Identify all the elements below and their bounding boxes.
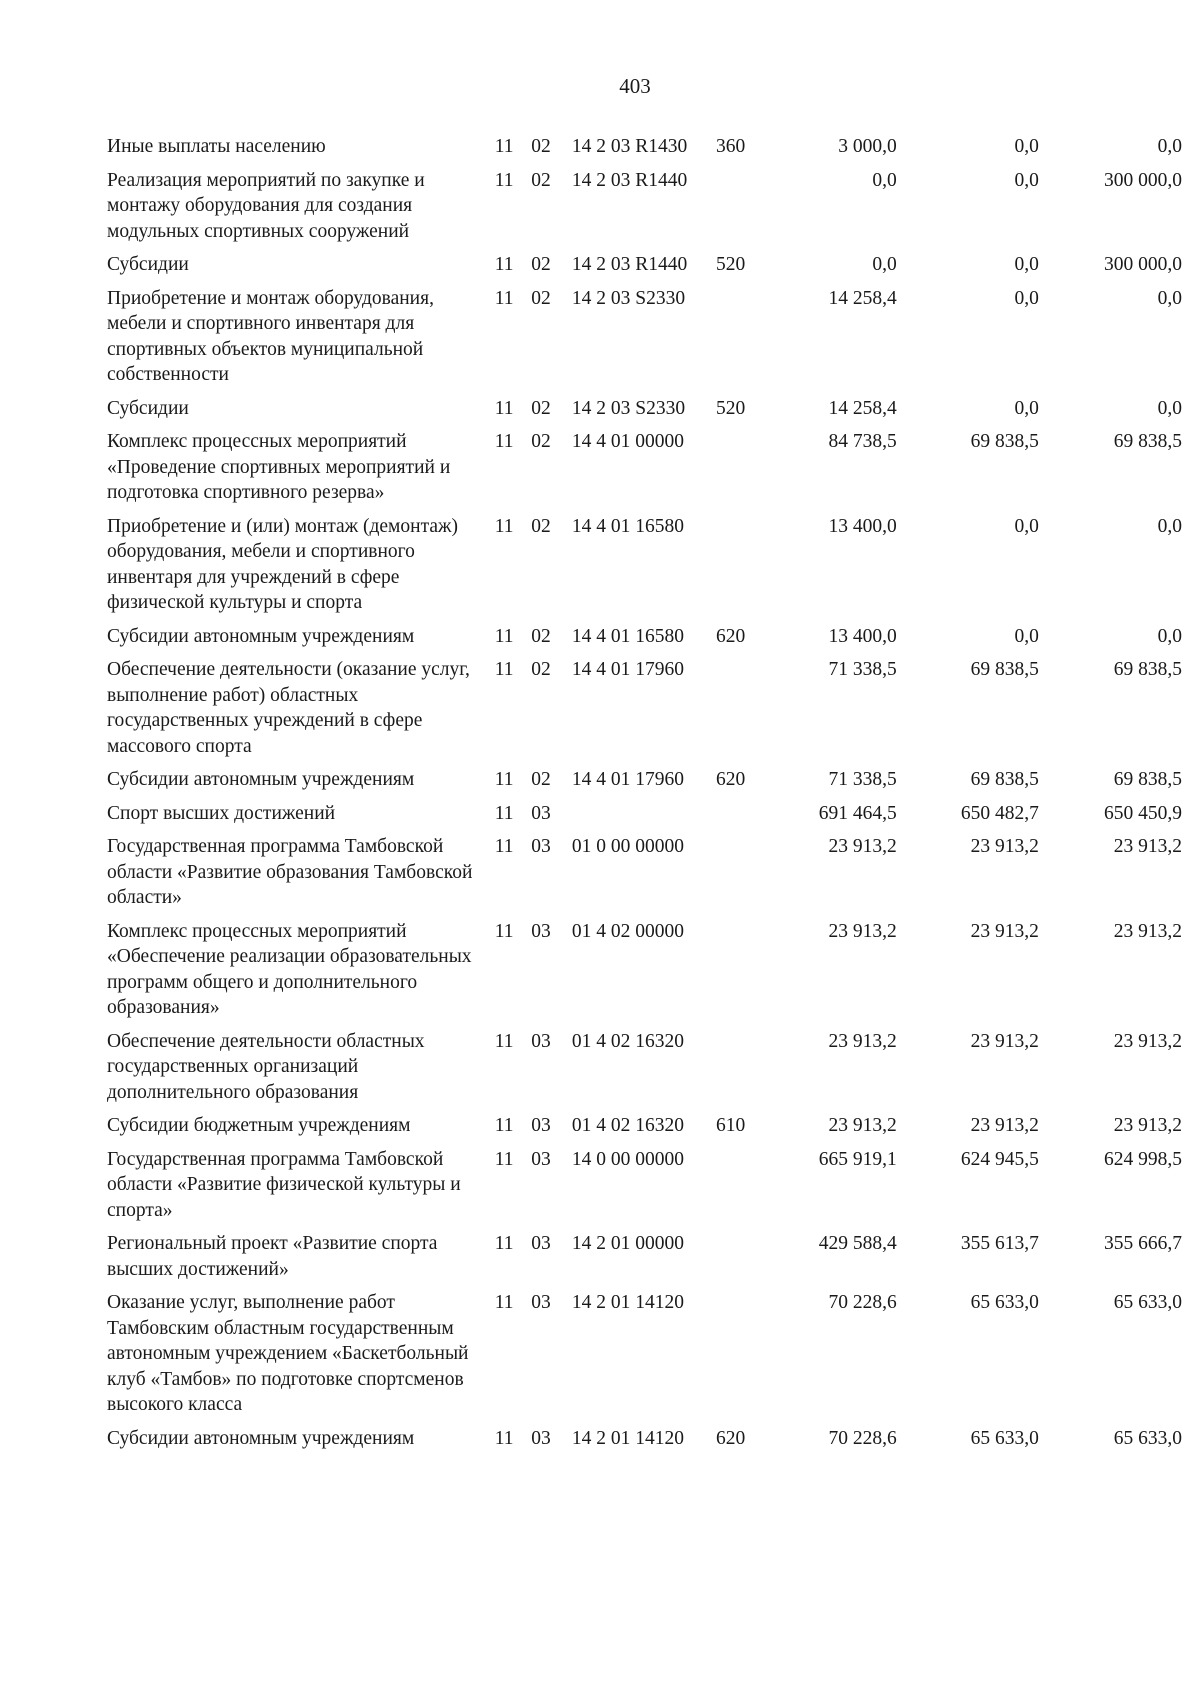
- row-amount-year-2: 0,0: [1014, 254, 1039, 275]
- table-row: [107, 1287, 1182, 1423]
- row-amount-year-1: 84 738,5: [828, 431, 897, 452]
- row-amount-year-2: 0,0: [1014, 287, 1039, 309]
- row-section: 11: [494, 287, 514, 309]
- row-name: Государственная программа Тамбовской области «Развитие образования Тамбовской области»: [107, 836, 473, 908]
- row-subsection: 03: [531, 1115, 551, 1136]
- row-name: Приобретение и монтаж оборудования, мебели и спортивного инвентаря для спортивных объектов муниципальной собственности: [107, 287, 434, 385]
- row-name: Приобретение и (или) монтаж (демонтаж) оборудования, мебели и спортивного инвентаря для учреждений в сфере физической культуры и спорта: [107, 515, 458, 613]
- row-name: Комплекс процессных мероприятий «Проведение спортивных мероприятий и подготовка спортивного резерва»: [107, 431, 451, 503]
- row-amount-year-3: 23 913,2: [1113, 836, 1182, 857]
- row-amount-year-3: 65 633,0: [1113, 1292, 1182, 1313]
- row-expense-type: [716, 511, 767, 621]
- row-amount-year-1: 13 400,0: [828, 515, 897, 537]
- row-subsection: 03: [531, 836, 551, 857]
- table-row: [107, 249, 1182, 283]
- row-target-article: 01 0 00 00000: [571, 836, 685, 857]
- table-row: [107, 798, 1182, 832]
- row-subsection: 02: [531, 625, 551, 647]
- row-amount-year-3: 624 998,5: [1104, 1148, 1182, 1170]
- table-row: [107, 1228, 1182, 1287]
- row-amount-year-1: 14 258,4: [828, 287, 897, 309]
- row-amount-year-2: 0,0: [1014, 625, 1039, 647]
- table-row: [107, 831, 1182, 916]
- row-subsection: 02: [531, 431, 551, 452]
- row-section: 11: [494, 1148, 514, 1170]
- row-target-article: 01 4 02 16320: [571, 1030, 685, 1052]
- row-target-article: 14 2 01 00000: [571, 1233, 685, 1254]
- row-amount-year-1: 23 913,2: [828, 836, 897, 857]
- row-section: 11: [494, 1030, 514, 1052]
- row-name: Субсидии: [107, 254, 189, 275]
- row-name: Субсидии: [107, 397, 189, 419]
- table-row: [107, 1110, 1182, 1144]
- row-expense-type: 610: [716, 1115, 746, 1136]
- row-name: Государственная программа Тамбовской области «Развитие физической культуры и спорта»: [107, 1148, 461, 1221]
- row-amount-year-3: 355 666,7: [1104, 1233, 1182, 1254]
- row-amount-year-2: 69 838,5: [970, 659, 1039, 680]
- row-subsection: 02: [531, 769, 551, 790]
- row-amount-year-1: 14 258,4: [828, 397, 897, 419]
- table-row: [107, 654, 1182, 764]
- row-name: Субсидии автономным учреждениям: [107, 1427, 415, 1449]
- budget-table: [107, 131, 1182, 1456]
- row-name: Иные выплаты населению: [107, 136, 326, 157]
- row-subsection: 03: [531, 1233, 551, 1254]
- row-amount-year-3: 300 000,0: [1104, 169, 1182, 191]
- row-amount-year-2: 0,0: [1014, 169, 1039, 191]
- row-subsection: 02: [531, 136, 551, 157]
- row-section: 11: [494, 1115, 514, 1136]
- row-target-article: 14 2 03 R1430: [571, 136, 688, 157]
- table-row: [107, 283, 1182, 393]
- row-subsection: 02: [531, 397, 551, 419]
- row-amount-year-1: 0,0: [872, 169, 897, 191]
- row-subsection: 03: [531, 802, 551, 824]
- row-amount-year-2: 0,0: [1014, 397, 1039, 419]
- row-expense-type: [716, 916, 767, 1026]
- row-amount-year-2: 65 633,0: [970, 1427, 1039, 1449]
- row-amount-year-1: 70 228,6: [828, 1292, 897, 1313]
- row-subsection: 03: [531, 1030, 551, 1052]
- row-name: Субсидии бюджетным учреждениям: [107, 1115, 411, 1136]
- table-row: [107, 426, 1182, 511]
- row-expense-type: 520: [716, 397, 746, 419]
- row-section: 11: [494, 920, 514, 942]
- row-subsection: 02: [531, 515, 551, 537]
- table-row: [107, 621, 1182, 655]
- row-section: 11: [494, 625, 514, 647]
- row-expense-type: 360: [716, 136, 746, 157]
- row-subsection: 02: [531, 254, 551, 275]
- row-amount-year-3: 69 838,5: [1113, 769, 1182, 790]
- row-amount-year-1: 0,0: [872, 254, 897, 275]
- row-amount-year-2: 23 913,2: [970, 836, 1039, 857]
- budget-table-body: [107, 131, 1182, 1456]
- row-section: 11: [494, 431, 514, 452]
- row-subsection: 02: [531, 659, 551, 680]
- row-amount-year-3: 23 913,2: [1113, 1115, 1182, 1136]
- row-amount-year-1: 23 913,2: [828, 920, 897, 942]
- row-expense-type: [716, 1228, 767, 1287]
- row-name: Спорт высших достижений: [107, 802, 336, 824]
- row-target-article: [572, 798, 716, 832]
- row-name: Субсидии автономным учреждениям: [107, 769, 415, 790]
- row-expense-type: [716, 165, 767, 250]
- row-amount-year-1: 71 338,5: [828, 659, 897, 680]
- row-amount-year-1: 665 919,1: [818, 1148, 897, 1170]
- row-amount-year-1: 13 400,0: [828, 625, 897, 647]
- row-target-article: 14 0 00 00000: [571, 1148, 685, 1170]
- row-expense-type: [716, 1026, 767, 1111]
- row-name: Обеспечение деятельности (оказание услуг, выполнение работ) областных государственных учреждений в сфере массового спорта: [107, 659, 470, 757]
- row-expense-type: 620: [716, 1427, 746, 1449]
- row-target-article: 14 2 03 R1440: [571, 254, 688, 275]
- row-section: 11: [494, 1292, 514, 1313]
- row-section: 11: [494, 1233, 514, 1254]
- row-section: 11: [494, 836, 514, 857]
- row-expense-type: [716, 798, 767, 832]
- row-amount-year-3: 300 000,0: [1104, 254, 1182, 275]
- row-name: Региональный проект «Развитие спорта высших достижений»: [107, 1233, 438, 1280]
- row-expense-type: 620: [716, 625, 746, 647]
- row-amount-year-2: 650 482,7: [960, 802, 1039, 824]
- row-amount-year-1: 71 338,5: [828, 769, 897, 790]
- row-amount-year-2: 69 838,5: [970, 769, 1039, 790]
- row-amount-year-2: 23 913,2: [970, 1030, 1039, 1052]
- row-target-article: 14 4 01 17960: [571, 769, 685, 790]
- row-amount-year-3: 69 838,5: [1113, 431, 1182, 452]
- row-amount-year-3: 0,0: [1157, 287, 1182, 309]
- row-expense-type: [716, 831, 767, 916]
- row-amount-year-2: 23 913,2: [970, 1115, 1039, 1136]
- row-target-article: 14 2 03 S2330: [571, 287, 686, 309]
- row-amount-year-2: 69 838,5: [970, 431, 1039, 452]
- row-name: Комплекс процессных мероприятий «Обеспечение реализации образовательных программ общего и дополнительного образования»: [107, 920, 472, 1018]
- row-target-article: 14 2 01 14120: [571, 1292, 685, 1313]
- table-row: [107, 511, 1182, 621]
- row-expense-type: [716, 283, 767, 393]
- row-section: 11: [494, 769, 514, 790]
- row-amount-year-3: 23 913,2: [1113, 1030, 1182, 1052]
- row-amount-year-2: 624 945,5: [960, 1148, 1039, 1170]
- table-row: [107, 1144, 1182, 1229]
- row-amount-year-2: 23 913,2: [970, 920, 1039, 942]
- row-amount-year-2: 0,0: [1014, 136, 1039, 157]
- row-section: 11: [494, 169, 514, 191]
- row-name: Реализация мероприятий по закупке и монтажу оборудования для создания модульных спортивных сооружений: [107, 169, 425, 242]
- row-amount-year-3: 650 450,9: [1104, 802, 1182, 824]
- row-subsection: 03: [531, 1292, 551, 1313]
- row-subsection: 03: [531, 920, 551, 942]
- row-section: 11: [494, 802, 514, 824]
- row-amount-year-2: 0,0: [1014, 515, 1039, 537]
- row-amount-year-1: 691 464,5: [818, 802, 897, 824]
- row-subsection: 02: [531, 169, 551, 191]
- row-amount-year-2: 355 613,7: [960, 1233, 1039, 1254]
- row-amount-year-3: 0,0: [1157, 136, 1182, 157]
- row-amount-year-3: 0,0: [1157, 515, 1182, 537]
- row-target-article: 14 2 03 S2330: [571, 397, 686, 419]
- page-number: 403: [619, 74, 651, 98]
- row-subsection: 02: [531, 287, 551, 309]
- row-subsection: 03: [531, 1427, 551, 1449]
- row-amount-year-1: 70 228,6: [828, 1427, 897, 1449]
- table-row: [107, 916, 1182, 1026]
- row-expense-type: [716, 654, 767, 764]
- row-expense-type: [716, 1287, 767, 1423]
- row-target-article: 14 4 01 17960: [571, 659, 685, 680]
- table-row: [107, 1026, 1182, 1111]
- row-name: Оказание услуг, выполнение работ Тамбовским областным государственным автономным учреждением «Баскетбольный клуб «Тамбов» по подготовке спортсменов высокого класса: [107, 1292, 469, 1415]
- row-target-article: 14 4 01 16580: [571, 515, 685, 537]
- row-subsection: 03: [531, 1148, 551, 1170]
- row-target-article: 14 2 01 14120: [571, 1427, 685, 1449]
- table-row: [107, 165, 1182, 250]
- row-section: 11: [494, 397, 514, 419]
- row-section: 11: [494, 1427, 514, 1449]
- table-row: [107, 393, 1182, 427]
- row-section: 11: [494, 659, 514, 680]
- row-target-article: 01 4 02 16320: [571, 1115, 685, 1136]
- row-expense-type: 620: [716, 769, 746, 790]
- row-amount-year-1: 429 588,4: [818, 1233, 897, 1254]
- table-row: [107, 131, 1182, 165]
- row-amount-year-3: 69 838,5: [1113, 659, 1182, 680]
- row-target-article: 14 4 01 16580: [571, 625, 685, 647]
- row-target-article: 01 4 02 00000: [571, 920, 685, 942]
- row-amount-year-3: 23 913,2: [1113, 920, 1182, 942]
- row-amount-year-1: 23 913,2: [828, 1030, 897, 1052]
- row-name: Обеспечение деятельности областных государственных организаций дополнительного образования: [107, 1030, 425, 1103]
- row-amount-year-2: 65 633,0: [970, 1292, 1039, 1313]
- row-amount-year-1: 3 000,0: [838, 136, 897, 157]
- row-amount-year-3: 0,0: [1157, 397, 1182, 419]
- table-row: [107, 1423, 1182, 1457]
- row-section: 11: [494, 254, 514, 275]
- row-section: 11: [494, 136, 514, 157]
- row-amount-year-3: 0,0: [1157, 625, 1182, 647]
- row-target-article: 14 2 03 R1440: [571, 169, 688, 191]
- row-expense-type: 520: [716, 254, 746, 275]
- row-amount-year-3: 65 633,0: [1113, 1427, 1182, 1449]
- row-expense-type: [716, 426, 767, 511]
- row-section: 11: [494, 515, 514, 537]
- row-name: Субсидии автономным учреждениям: [107, 625, 415, 647]
- table-row: [107, 764, 1182, 798]
- row-amount-year-1: 23 913,2: [828, 1115, 897, 1136]
- row-target-article: 14 4 01 00000: [571, 431, 685, 452]
- row-expense-type: [716, 1144, 767, 1229]
